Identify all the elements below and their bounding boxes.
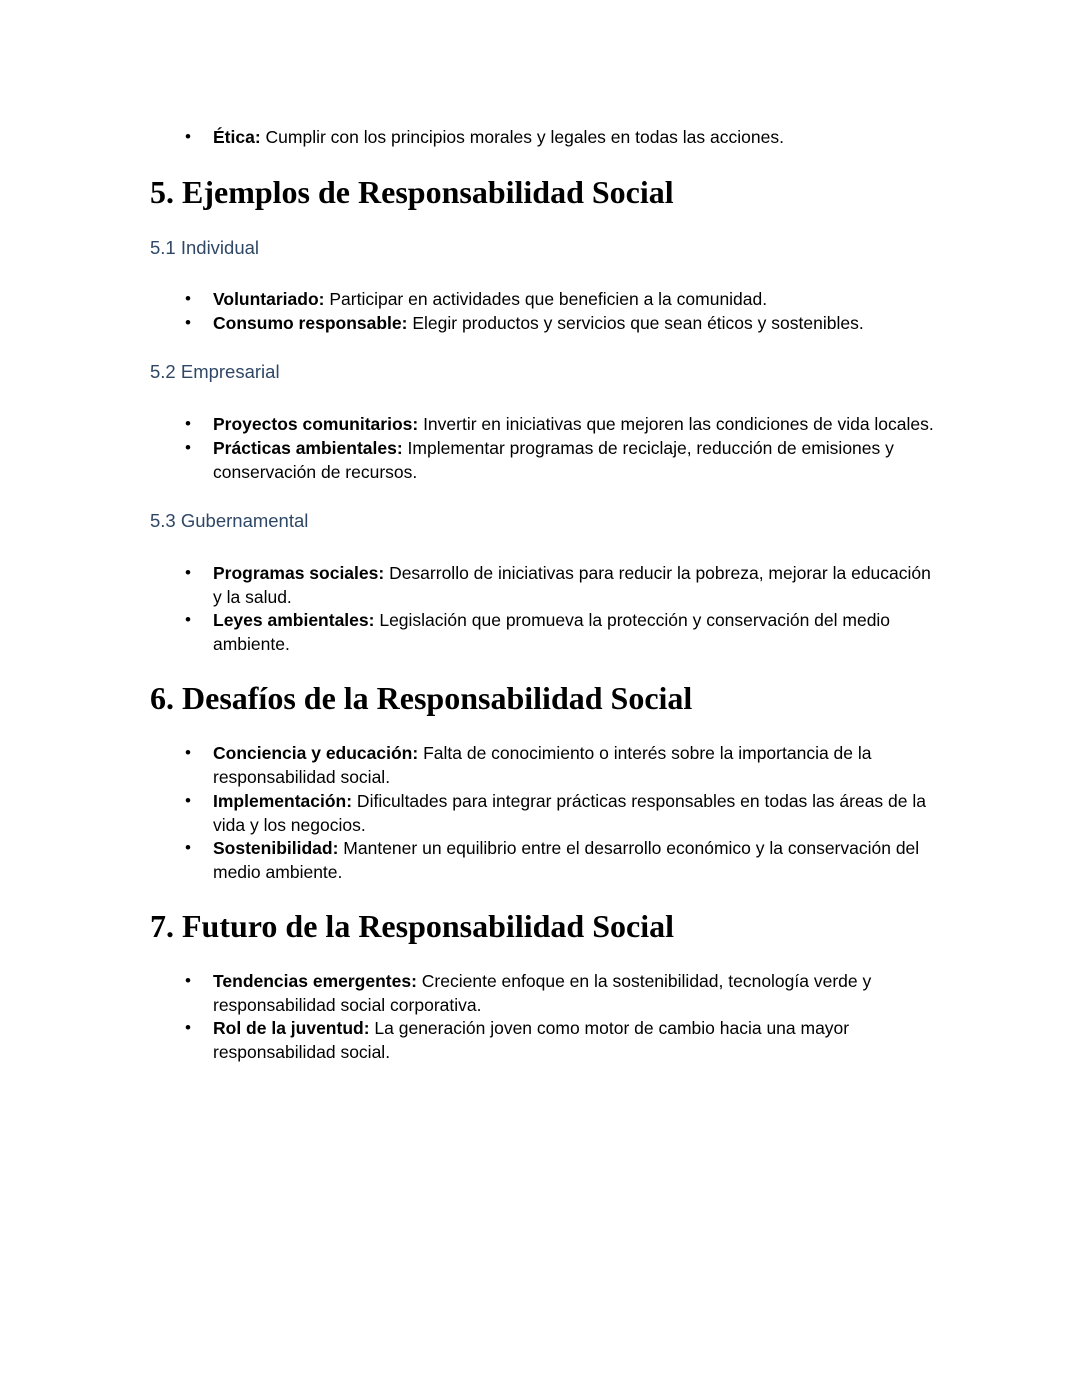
item-term: Sostenibilidad: bbox=[213, 838, 339, 858]
item-term: Prácticas ambientales: bbox=[213, 438, 403, 458]
list-item bbox=[213, 789, 938, 837]
list-item bbox=[213, 287, 938, 311]
bullet-icon bbox=[181, 969, 195, 993]
bullet-icon bbox=[181, 608, 195, 632]
bullet-icon bbox=[181, 561, 195, 585]
list-item bbox=[213, 561, 938, 609]
bullet-icon bbox=[181, 836, 195, 860]
bullet-icon bbox=[181, 789, 195, 813]
section-6-heading: 6. Desafíos de la Responsabilidad Social bbox=[150, 680, 693, 716]
item-term: Programas sociales: bbox=[213, 563, 385, 583]
item-text: Creciente enfoque en la sostenibilidad, tecnología verde y responsabilidad social corporativa. bbox=[213, 971, 872, 1015]
list-item bbox=[213, 1016, 938, 1064]
item-term: Consumo responsable: bbox=[213, 313, 408, 333]
bullet-icon bbox=[181, 125, 195, 149]
item-text: Mantener un equilibrio entre el desarrollo económico y la conservación del medio ambiente. bbox=[213, 838, 920, 882]
subsection-5-1-heading: 5.1 Individual bbox=[150, 237, 260, 258]
bullet-icon bbox=[181, 412, 195, 436]
item-text: Dificultades para integrar prácticas responsables en todas las áreas de la vida y los negocios. bbox=[213, 791, 926, 835]
item-term: Implementación: bbox=[213, 791, 353, 811]
item-text: Falta de conocimiento o interés sobre la importancia de la responsabilidad social. bbox=[213, 743, 872, 787]
bullet-icon bbox=[181, 1016, 195, 1040]
list-item bbox=[213, 436, 938, 484]
bullet-icon bbox=[181, 287, 195, 311]
list-item bbox=[213, 412, 938, 436]
section-7-heading: 7. Futuro de la Responsabilidad Social bbox=[150, 908, 674, 944]
list-item bbox=[213, 969, 938, 1017]
list-item bbox=[213, 125, 938, 149]
item-term: Conciencia y educación: bbox=[213, 743, 419, 763]
item-text: Participar en actividades que beneficien a la comunidad. bbox=[324, 289, 768, 309]
item-text: Desarrollo de iniciativas para reducir la pobreza, mejorar la educación y la salud. bbox=[213, 563, 931, 607]
list-item bbox=[213, 608, 938, 656]
item-text: La generación joven como motor de cambio hacia una mayor responsabilidad social. bbox=[213, 1018, 850, 1062]
subsection-5-2-heading: 5.2 Empresarial bbox=[150, 361, 280, 382]
item-term: Ética: bbox=[213, 127, 261, 147]
item-text: Invertir en iniciativas que mejoren las condiciones de vida locales. bbox=[418, 414, 934, 434]
subsection-5-3-heading: 5.3 Gubernamental bbox=[150, 510, 309, 531]
bullet-icon bbox=[181, 741, 195, 765]
list-item bbox=[213, 741, 938, 789]
list-item bbox=[213, 836, 938, 884]
item-term: Leyes ambientales: bbox=[213, 610, 375, 630]
bullet-icon bbox=[181, 436, 195, 460]
list-item bbox=[213, 311, 938, 335]
item-text: Elegir productos y servicios que sean éticos y sostenibles. bbox=[407, 313, 864, 333]
item-term: Proyectos comunitarios: bbox=[213, 414, 419, 434]
item-term: Voluntariado: bbox=[213, 289, 325, 309]
item-text: Legislación que promueva la protección y conservación del medio ambiente. bbox=[213, 610, 891, 654]
bullet-icon bbox=[181, 311, 195, 335]
section-5-heading: 5. Ejemplos de Responsabilidad Social bbox=[150, 174, 674, 210]
item-text: Cumplir con los principios morales y legales en todas las acciones. bbox=[260, 127, 784, 147]
item-text: Implementar programas de reciclaje, reducción de emisiones y conservación de recursos. bbox=[213, 438, 894, 482]
item-term: Rol de la juventud: bbox=[213, 1018, 370, 1038]
item-term: Tendencias emergentes: bbox=[213, 971, 417, 991]
